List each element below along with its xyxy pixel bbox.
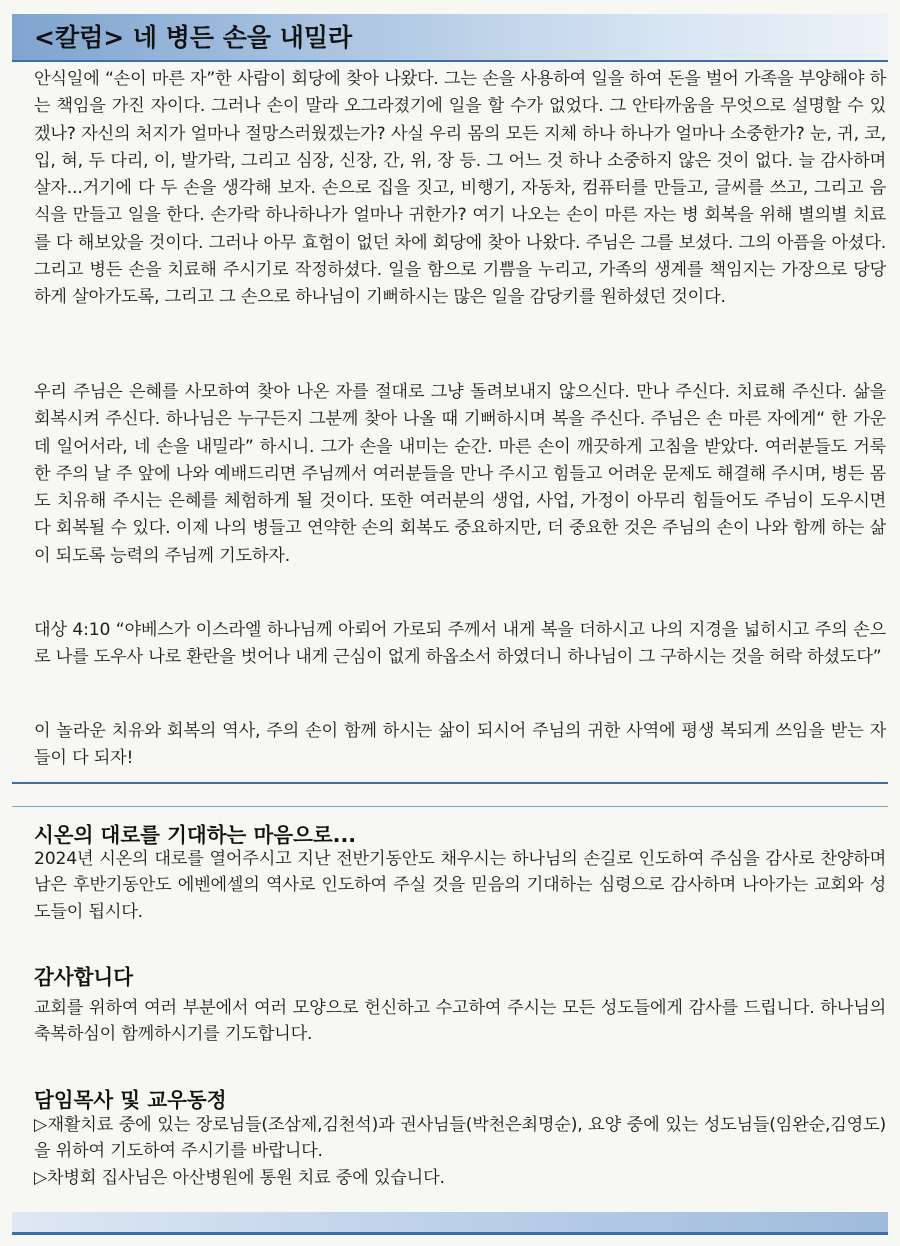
church-news-item: ▷재활치료 중에 있는 장로님들(조삼제,김천석)과 권사님들(박천은최명순), 요양 중에 있는 성도님들(임완순,김영도)을 위하여 기도하여 주시기를 바랍니다. bbox=[34, 1115, 886, 1162]
church-news-item: ▷차병회 집사님은 아산병원에 통원 치료 중에 있습니다. bbox=[34, 1167, 445, 1188]
column-paragraph-2: 우리 주님은 은혜를 사모하여 찾아 나온 자를 절대로 그냥 돌려보내지 않으신다. 만나 주신다. 치료해 주신다. 삶을 회복시켜 주신다. 하나님은 누구든지 그분께 찾아 나올 때 기뻐하시며 복을 주신다. 주님은 손 마른 자에게“ 한 가운데 일어서라, 네 손을 내밀라” 하시니. 그가 손을 내미는 순간. 마른 손이 깨끗하게 고침을 받았다. 여러분들도 거룩한 주의 날 주 앞에 나와 예배드리면 주님께서 여러분들을 만나 주시고 힘들고 어려운 문제도 해결해 주시며, 병든 몸도 치유해 주시는 은혜를 체험하게 될 것이다. 또한 여러분의 생업, 사업, 가정이 아무리 힘들어도 주님이 도우시면 다 회복될 수 있다. 이제 나의 병들고 연약한 손의 회복도 중요하지만, 더 중요한 것은 주님의 손이 나와 함께 하는 삶이 되도록 능력의 주님께 기도하자. bbox=[34, 382, 886, 566]
footer-divider bbox=[12, 1232, 888, 1235]
church-news-heading: 담임목사 및 교우동정 bbox=[34, 1088, 227, 1112]
thanks-text: 교회를 위하여 여러 부분에서 여러 모양으로 헌신하고 수고하여 주시는 모든 성도들에게 감사를 드립니다. 하나님의 축복하심이 함께하시기를 기도합니다. bbox=[34, 998, 886, 1045]
column-scripture-quote: 대상 4:10 “야베스가 이스라엘 하나님께 아뢰어 가로되 주께서 내게 복을 더하시고 나의 지경을 넓히시고 주의 손으로 나를 도우사 나로 환란을 벗어나 내게 근심이 없게 하옵소서 하였더니 하나님이 그 구하시는 것을 허락 하셨도다” bbox=[34, 620, 886, 668]
thanks-heading: 감사합니다 bbox=[34, 965, 134, 989]
footer-band bbox=[12, 1212, 888, 1232]
vision-text: 2024년 시온의 대로를 열어주시고 지난 전반기동안도 채우시는 하나님의 손길로 인도하여 주심을 감사로 찬양하며 남은 후반기동안도 에벤에셀의 역사로 인도하여 주실 것을 믿음의 기대하는 심령으로 감사하며 나아가는 교회와 성도들이 됩시다. bbox=[34, 849, 886, 922]
column-header-band bbox=[12, 14, 888, 60]
section-divider bbox=[12, 782, 888, 784]
vision-heading: 시온의 대로를 기대하는 마음으로... bbox=[34, 823, 357, 847]
header-divider bbox=[12, 60, 888, 62]
column-paragraph-1: 안식일에 “손이 마른 자”한 사람이 회당에 찾아 나왔다. 그는 손을 사용하여 일을 하여 돈을 벌어 가족을 부양해야 하는 책임을 가진 자이다. 그러나 손이 말라 오그라졌기에 일을 할 수가 없었다. 그 안타까움을 무엇으로 설명할 수 있겠나? 자신의 처지가 얼마나 절망스러웠겠는가? 사실 우리 몸의 모든 지체 하나 하나가 얼마나 소중한가? 눈, 귀, 코, 입, 혀, 두 다리, 이, 발가락, 그리고 심장, 신장, 간, 위, 장 등. 그 어느 것 하나 소중하지 않은 것이 없다. 늘 감사하며 살자...거기에 다 두 손을 생각해 보자. 손으로 집을 짓고, 비행기, 자동차, 컴퓨터를 만들고, 글씨를 쓰고, 그리고 음식을 만들고 일을 한다. 손가락 하나하나가 얼마나 귀한가? 여기 나오는 손이 마른 자는 병 회복을 위해 별의별 치료를 다 해보았을 것이다. 그러나 아무 효험이 없던 차에 회당에 찾아 나왔다. 주님은 그를 보셨다. 그의 아픔을 아셨다. 그리고 병든 손을 치료해 주시기로 작정하셨다. 일을 함으로 기쁨을 누리고, 가족의 생계를 책임지는 가장으로 당당하게 살아가도록, 그리고 그 손으로 하나님이 기뻐하시는 많은 일을 감당키를 원하셨던 것이다. bbox=[34, 69, 886, 308]
column-title: <칼럼> 네 병든 손을 내밀라 bbox=[34, 23, 353, 52]
section-divider-thin bbox=[12, 806, 888, 807]
column-closing-paragraph: 이 놀라운 치유와 회복의 역사, 주의 손이 함께 하시는 삶이 되시어 주님의 귀한 사역에 평생 복되게 쓰임을 받는 자들이 다 되자! bbox=[34, 721, 886, 769]
church-news-list bbox=[34, 1112, 886, 1191]
